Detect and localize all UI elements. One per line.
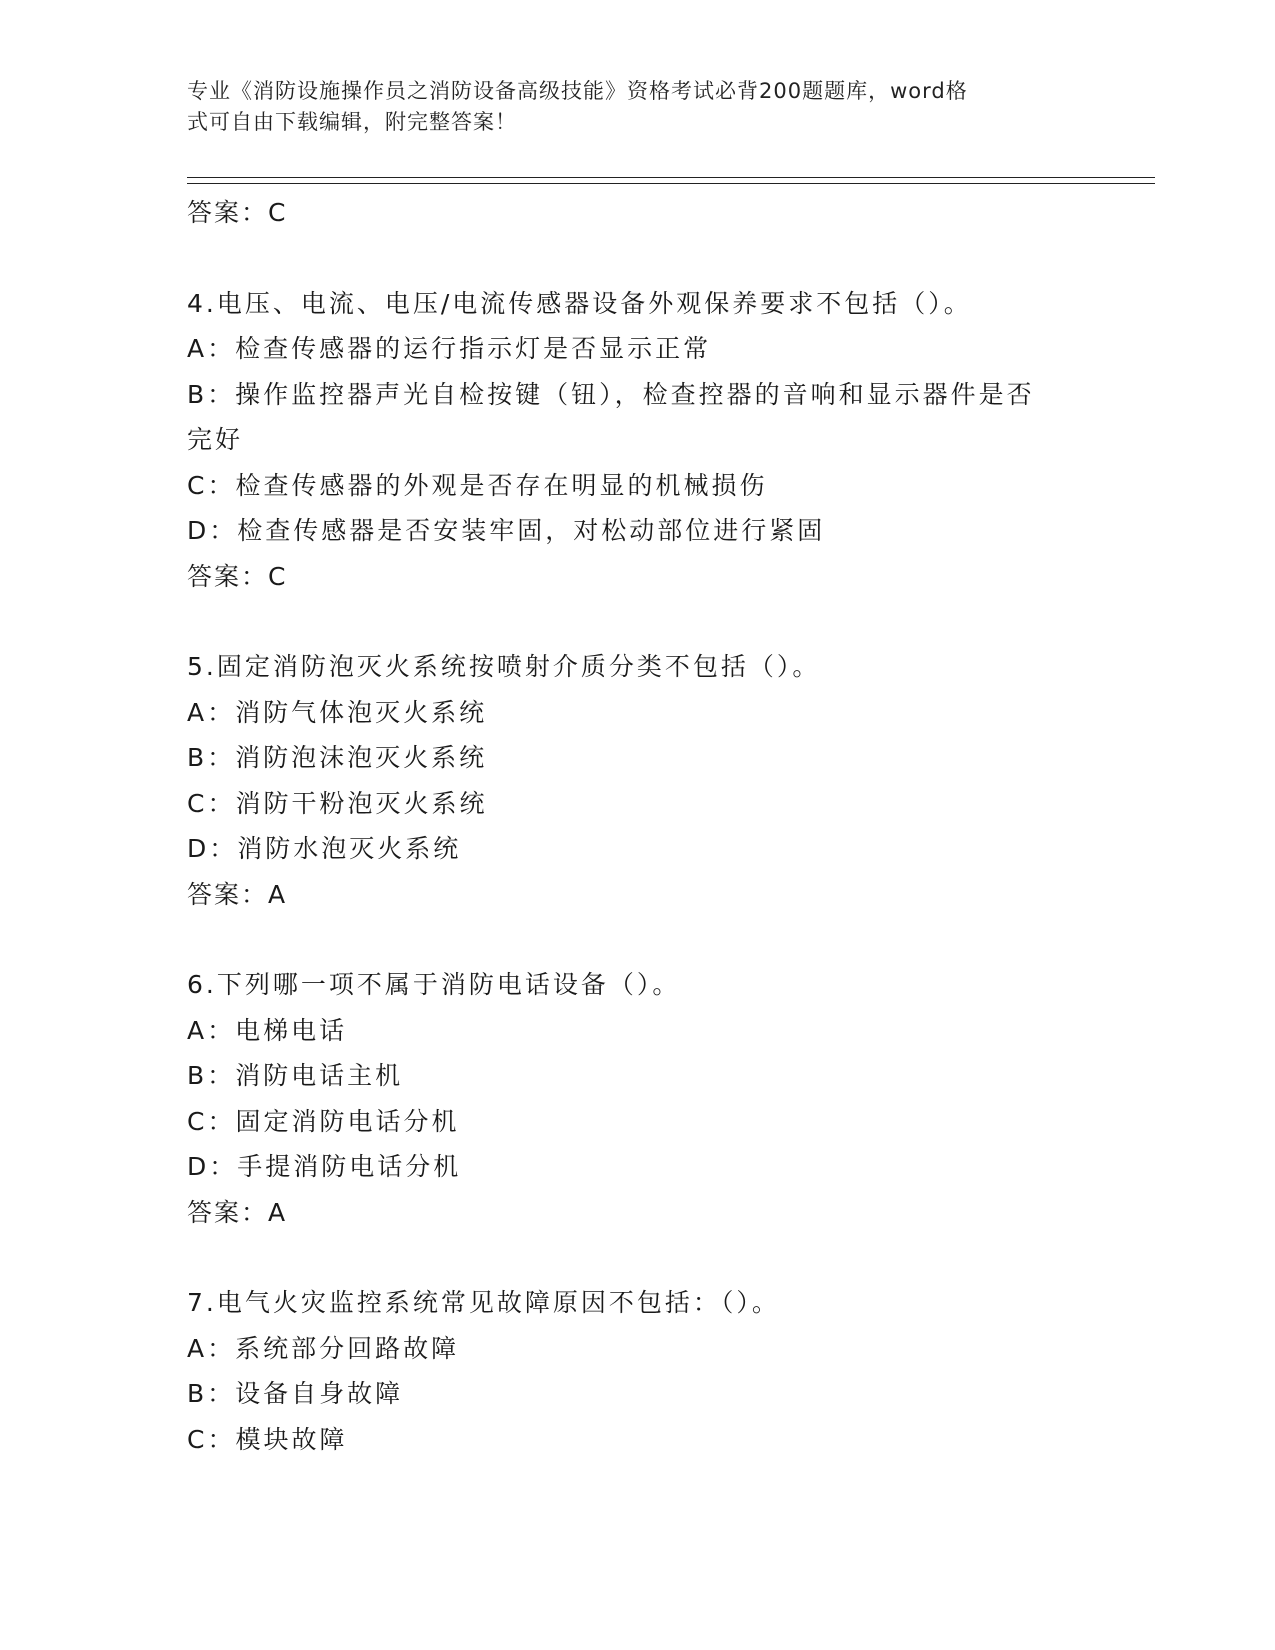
spacer bbox=[187, 599, 1087, 644]
option-b-continued: 完好 bbox=[187, 425, 244, 454]
option-a: A：消防气体泡灭火系统 bbox=[187, 697, 488, 727]
question-stem: 4.电压、电流、电压/电流传感器设备外观保养要求不包括（）。 bbox=[187, 288, 972, 318]
question-stem: 7.电气火灾监控系统常见故障原因不包括：（）。 bbox=[187, 1288, 780, 1317]
option-b: B：消防泡沫泡灭火系统 bbox=[187, 743, 488, 772]
question-6 bbox=[187, 962, 1087, 1235]
header-line-1: 专业《消防设施操作员之消防设备高级技能》资格考试必背200题题库，word格 bbox=[187, 79, 968, 103]
option-d: D：手提消防电话分机 bbox=[187, 1152, 462, 1181]
option-a: A：系统部分回路故障 bbox=[187, 1333, 460, 1363]
question-stem: 5.固定消防泡灭火系统按喷射介质分类不包括（）。 bbox=[187, 652, 821, 681]
question-7 bbox=[187, 1280, 1087, 1462]
option-d: D：检查传感器是否安装牢固，对松动部位进行紧固 bbox=[187, 516, 826, 545]
option-c: C：固定消防电话分机 bbox=[187, 1106, 460, 1136]
answer: 答案：C bbox=[187, 561, 288, 591]
option-a: A：检查传感器的运行指示灯是否显示正常 bbox=[187, 334, 712, 363]
answer-q3: 答案：C bbox=[187, 198, 288, 227]
document-header bbox=[187, 76, 1067, 138]
option-b: B：消防电话主机 bbox=[187, 1061, 404, 1090]
option-c: C：消防干粉泡灭火系统 bbox=[187, 788, 488, 818]
question-list bbox=[187, 190, 1087, 1462]
spacer bbox=[187, 1235, 1087, 1280]
option-d: D：消防水泡灭火系统 bbox=[187, 834, 462, 863]
spacer bbox=[187, 917, 1087, 962]
option-b: B：设备自身故障 bbox=[187, 1379, 404, 1408]
question-stem: 6.下列哪一项不属于消防电话设备（）。 bbox=[187, 970, 681, 999]
header-line-2: 式可自由下载编辑，附完整答案！ bbox=[187, 110, 517, 134]
question-5 bbox=[187, 644, 1087, 917]
option-b: B：操作监控器声光自检按键（钮），检查控器的音响和显示器件是否 bbox=[187, 379, 1035, 409]
answer: 答案：A bbox=[187, 1197, 288, 1227]
header-divider bbox=[187, 177, 1155, 184]
question-4 bbox=[187, 281, 1087, 600]
option-c: C：检查传感器的外观是否存在明显的机械损伤 bbox=[187, 470, 768, 500]
option-c: C：模块故障 bbox=[187, 1424, 348, 1454]
answer: 答案：A bbox=[187, 879, 288, 909]
option-a: A：电梯电话 bbox=[187, 1015, 348, 1045]
spacer bbox=[187, 236, 1087, 281]
